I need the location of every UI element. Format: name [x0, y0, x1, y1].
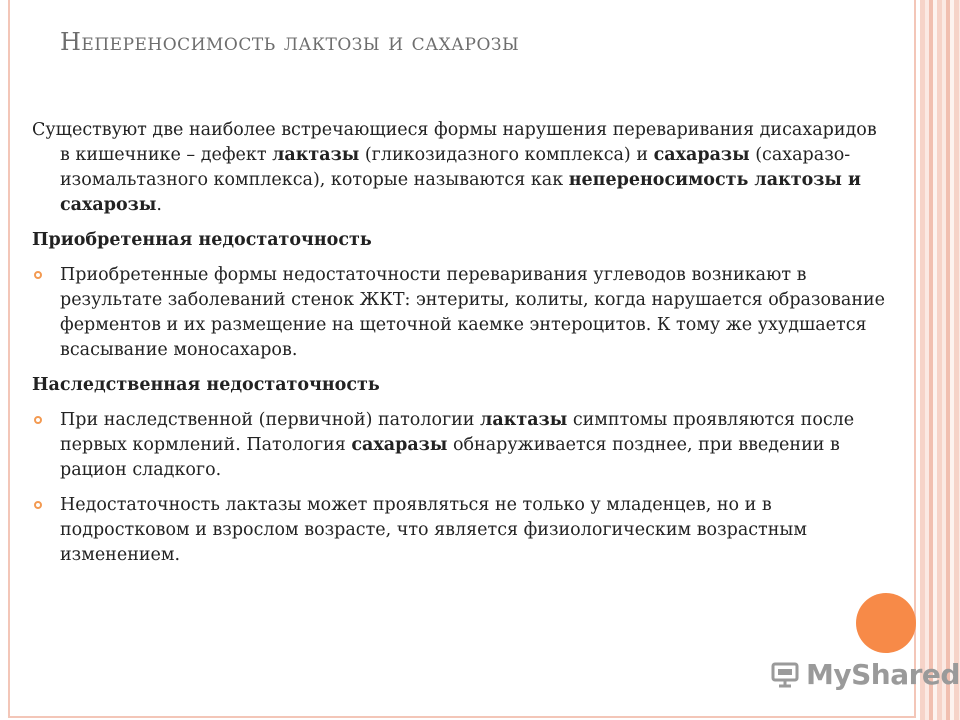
hereditary-bullet-1	[32, 408, 892, 483]
bullet-circle-icon	[34, 501, 42, 509]
hereditary-bullet-2-text: Недостаточность лактазы может проявляться не только у младенцев, но и в подростковом и взрослом возрасте, что является физиологическим возрастным изменением.	[60, 495, 807, 565]
intro-paragraph	[32, 118, 892, 218]
intro-text-3: (сахаразо-изомальтазного комплекса), которые называются как	[60, 145, 851, 190]
bullet-circle-icon	[34, 416, 42, 424]
decorative-orange-circle	[856, 593, 916, 653]
hereditary-text-2: симптомы проявляются после первых кормлений. Патология	[60, 410, 855, 455]
slide-title: Непереносимость лактозы и сахарозы	[60, 28, 520, 56]
bullet-circle-icon	[34, 271, 42, 279]
watermark-text: MyShared	[806, 657, 960, 691]
hereditary-text-3: обнаруживается позднее, при введении в рацион сладкого.	[60, 435, 840, 480]
presentation-board-icon	[770, 659, 800, 689]
intro-text-2: (гликозидазного комплекса) и	[359, 145, 654, 165]
decorative-stripes	[920, 0, 960, 720]
hereditary-heading: Наследственная недостаточность	[32, 375, 380, 395]
acquired-bullet-text: Приобретенные формы недостаточности переваривания углеводов возникают в результате заболеваний стенок ЖКТ: энтериты, колиты, когда нарушается образование ферментов и их размещение на щеточной каемке энтероцитов. К тому же ухудшается всасывание моносахаров.	[60, 265, 886, 360]
slide-content	[32, 118, 892, 578]
intro-bold-lactase: лактазы	[272, 145, 360, 165]
hereditary-bold-lactase: лактазы	[480, 410, 568, 430]
acquired-heading: Приобретенная недостаточность	[32, 230, 372, 250]
intro-text-1: Существуют две наиболее встречающиеся формы нарушения переваривания дисахаридов в кишечнике – дефект	[32, 120, 877, 165]
hereditary-bold-sucrase: сахаразы	[351, 435, 448, 455]
hereditary-bullet-2	[32, 493, 892, 568]
hereditary-text-1: При наследственной (первичной) патологии	[60, 410, 481, 430]
intro-bold-intolerance: непереносимость лактозы и сахарозы	[60, 170, 862, 215]
watermark-logo[interactable]	[770, 654, 960, 694]
acquired-bullet	[32, 263, 892, 363]
intro-text-4: .	[156, 195, 162, 215]
intro-bold-sucrase: сахаразы	[653, 145, 750, 165]
